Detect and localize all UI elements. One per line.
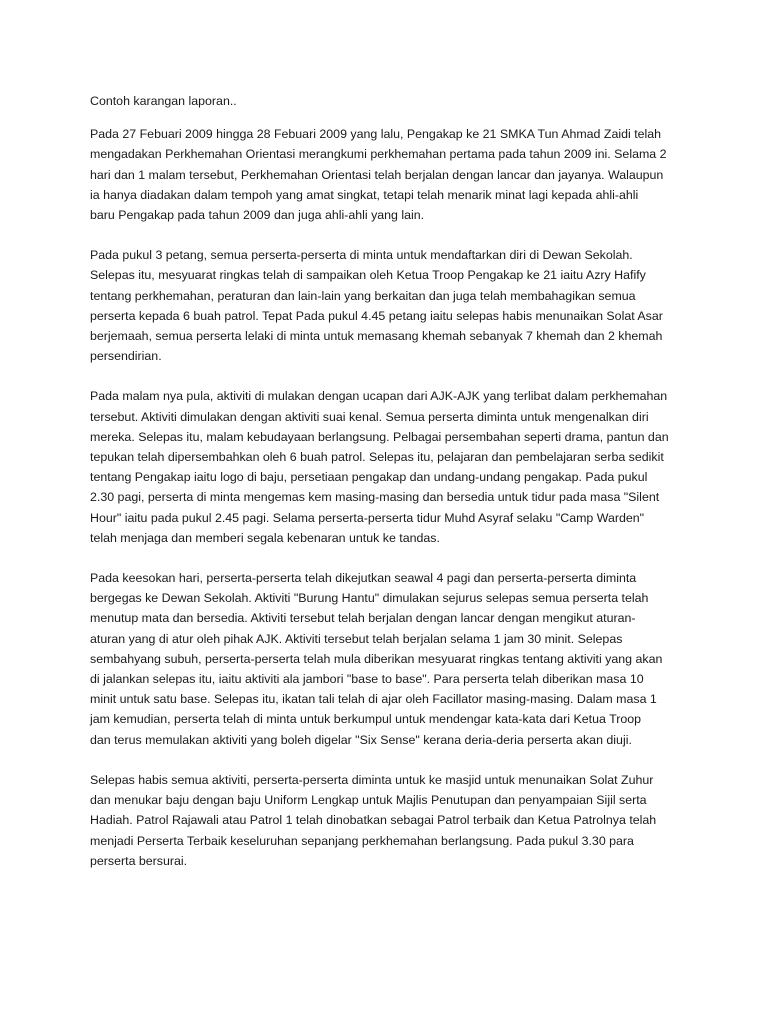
text-line: sembahyang subuh, perserta-perserta telah mula diberikan mesyuarat ringkas tentang aktiviti yang akan bbox=[90, 651, 663, 666]
text-line: hari dan 1 malam tersebut, Perkhemahan Orientasi telah berjalan dengan lancar dan jayanya. Walaupun bbox=[90, 167, 664, 182]
text-line: tentang perkhemahan, peraturan dan lain-lain yang berkaitan dan juga telah membahagikan semua bbox=[90, 288, 636, 303]
text-line: persendirian. bbox=[90, 349, 162, 364]
document-heading: Contoh karangan laporan.. bbox=[90, 94, 237, 108]
paragraph-1 bbox=[90, 124, 690, 225]
paragraph-5 bbox=[90, 770, 690, 871]
text-line: Pada 27 Febuari 2009 hingga 28 Febuari 2009 yang lalu, Pengakap ke 21 SMKA Tun Ahmad Zaidi telah bbox=[90, 127, 662, 142]
text-line: bergegas ke Dewan Sekolah. Aktiviti "Burung Hantu" dimulakan sejurus selepas semua perserta telah bbox=[90, 591, 649, 606]
text-line: dan menukar baju dengan baju Uniform Lengkap untuk Majlis Penutupan dan penyampaian Sijil serta bbox=[90, 793, 647, 808]
text-line: di jalankan selepas itu, iaitu aktiviti ala jambori "base to base". Para perserta telah diberikan masa 10 bbox=[90, 672, 644, 687]
text-line: tersebut. Aktiviti dimulakan dengan aktiviti suai kenal. Semua perserta diminta untuk mengenalkan diri bbox=[90, 409, 649, 424]
text-line: tepukan telah dipersembahkan oleh 6 buah patrol. Selepas itu, pelajaran dan pembelajaran serba sedikit bbox=[90, 450, 664, 465]
text-line: mereka. Selepas itu, malam kebudayaan berlangsung. Pelbagai persembahan seperti drama, pantun dan bbox=[90, 429, 669, 444]
text-line: Selepas habis semua aktiviti, perserta-perserta diminta untuk ke masjid untuk menunaikan Solat Zuhur bbox=[90, 772, 654, 787]
text-line: 2.30 pagi, perserta di minta mengemas kem masing-masing dan bersedia untuk tidur pada masa "Silent bbox=[90, 490, 660, 505]
text-line: perserta kepada 6 buah patrol. Tepat Pada pukul 4.45 petang iaitu selepas habis menunaikan Solat Asar bbox=[90, 308, 663, 323]
paragraph-2 bbox=[90, 245, 690, 366]
text-line: mengadakan Perkhemahan Orientasi merangkumi perkhemahan pertama pada tahun 2009 ini. Selama 2 bbox=[90, 147, 667, 162]
text-line: minit untuk satu base. Selepas itu, ikatan tali telah di ajar oleh Facillator masing-masing. Dalam masa 1 bbox=[90, 692, 657, 707]
text-line: ia hanya diadakan dalam tempoh yang amat singkat, tetapi telah menarik minat lagi kepada ahli-ahli bbox=[90, 187, 639, 202]
document-page bbox=[90, 91, 690, 891]
text-line: berjemaah, semua perserta lelaki di minta untuk memasang khemah sebanyak 7 khemah dan 2 khemah bbox=[90, 329, 663, 344]
text-line: perserta bersurai. bbox=[90, 853, 188, 868]
paragraph-3 bbox=[90, 386, 690, 548]
text-line: menjadi Perserta Terbaik keseluruhan sepanjang perkhemahan berlangsung. Pada pukul 3.30 para bbox=[90, 833, 634, 848]
text-line: menutup mata dan bersedia. Aktiviti tersebut telah berjalan dengan lancar dengan mengikut aturan- bbox=[90, 611, 636, 626]
text-line: Pada malam nya pula, aktiviti di mulakan dengan ucapan dari AJK-AJK yang terlibat dalam perkhemahan bbox=[90, 389, 668, 404]
text-line: Selepas itu, mesyuarat ringkas telah di sampaikan oleh Ketua Troop Pengakap ke 21 iaitu Azry Hafify bbox=[90, 268, 646, 283]
text-line: Pada keesokan hari, perserta-perserta telah dikejutkan seawal 4 pagi dan perserta-perserta diminta bbox=[90, 571, 637, 586]
text-line: tentang Pengakap iaitu logo di baju, persetiaan pengakap dan undang-undang pengakap. Pada pukul bbox=[90, 470, 648, 485]
text-line: telah menjaga dan memberi segala kebenaran untuk ke tandas. bbox=[90, 530, 440, 545]
text-line: aturan yang di atur oleh pihak AJK. Aktiviti tersebut telah berjalan selama 1 jam 30 minit. Selepas bbox=[90, 631, 623, 646]
text-line: dan terus memulakan aktiviti yang boleh digelar "Six Sense" kerana deria-deria perserta akan diuji. bbox=[90, 732, 632, 747]
text-line: Hadiah. Patrol Rajawali atau Patrol 1 telah dinobatkan sebagai Patrol terbaik dan Ketua Patrolnya telah bbox=[90, 813, 657, 828]
text-line: Hour" iaitu pada pukul 2.45 pagi. Selama perserta-perserta tidur Muhd Asyraf selaku "Camp Warden" bbox=[90, 510, 645, 525]
paragraph-4 bbox=[90, 568, 690, 750]
text-line: baru Pengakap pada tahun 2009 dan juga ahli-ahli yang lain. bbox=[90, 208, 425, 223]
text-line: jam kemudian, perserta telah di minta untuk berkumpul untuk mendengar kata-kata dari Ketua Troop bbox=[90, 712, 642, 727]
text-line: Pada pukul 3 petang, semua perserta-perserta di minta untuk mendaftarkan diri di Dewan Sekolah. bbox=[90, 248, 633, 263]
